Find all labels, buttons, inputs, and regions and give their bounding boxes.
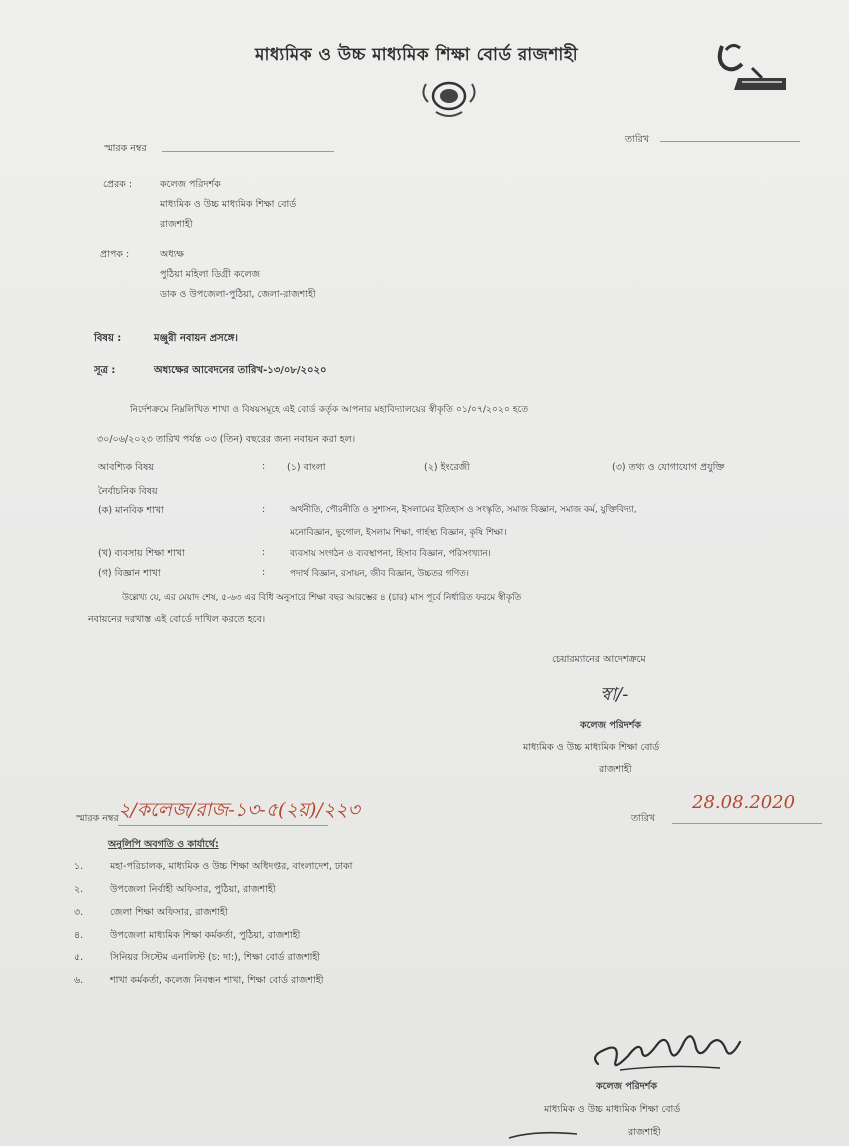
to-line-1: অধ্যক্ষ (160, 249, 185, 260)
para2-line1: উল্লেখ্য যে, এর মেয়াদ শেষ, ৫-৬৩ এর বিধি অনুসারে শিক্ষা বছর আরম্ভের ৪ (চার) মাস পূর্বে নির্ধারিত ফরমে স্বীকৃতি (122, 593, 522, 603)
from-label: প্রেরক : (103, 179, 133, 190)
mujib-logo-icon (712, 38, 790, 94)
memo2-label: স্মারক নম্বর (76, 813, 119, 824)
copy-text-4: উপজেলা মাধ্যমিক শিক্ষা কর্মকর্তা, পুঠিয়া, রাজশাহী (110, 930, 301, 941)
from-line-1: কলেজ পরিদর্শক (160, 179, 221, 190)
board-title: মাধ্যমিক ও উচ্চ মাধ্যমিক শিক্ষা বোর্ড রাজশাহী (255, 45, 579, 65)
memo2-date-label: তারিখ (631, 813, 656, 824)
humanities-line1: অর্থনীতি, পৌরনীতি ও সুশাসন, ইসলামের ইতিহাস ও সংস্কৃতি, সমাজ বিজ্ঞান, সমাজ কর্ম, যুক্তিবিদ্যা, (290, 505, 637, 515)
signature-org: মাধ্যমিক ও উচ্চ মাধ্যমিক শিক্ষা বোর্ড (544, 1104, 681, 1115)
order-title: কলেজ পরিদর্শক (580, 720, 641, 731)
subject-text: মঞ্জুরী নবায়ন প্রসঙ্গে। (154, 333, 239, 344)
copy-num-5: ৫. (74, 952, 84, 963)
board-seal-icon (416, 76, 482, 120)
by-order-text: চেয়ারম্যানের আদেশক্রমে (552, 654, 646, 665)
copy-num-4: ৪. (74, 930, 84, 941)
reference-label: সূত্র : (94, 365, 116, 376)
copy-num-1: ১. (74, 861, 84, 872)
from-line-2: মাধ্যমিক ও উচ্চ মাধ্যমিক শিক্ষা বোর্ড (160, 199, 297, 210)
from-line-3: রাজশাহী (160, 219, 193, 230)
order-org: মাধ্যমিক ও উচ্চ মাধ্যমিক শিক্ষা বোর্ড (523, 742, 660, 753)
copy-text-3: জেলা শিক্ষা অফিসার, রাজশাহী (110, 907, 228, 918)
humanities-label: (ক) মানবিক শাখা (98, 505, 164, 516)
subject-label: বিষয় : (94, 333, 122, 344)
compulsory-item-1: (১) বাংলা (287, 462, 326, 473)
colon-3: : (262, 547, 266, 558)
compulsory-item-3: (৩) তথ্য ও যোগাযোগ প্রযুক্তি (612, 462, 725, 473)
pen-stroke-mark (505, 1128, 585, 1142)
copy-num-6: ৬. (74, 975, 84, 986)
order-city: রাজশাহী (599, 764, 632, 775)
initials-signature: স্বা/- (600, 684, 629, 705)
science-label: (গ) বিজ্ঞান শাখা (98, 568, 161, 579)
memo-label: স্মারক নম্বর (104, 143, 147, 154)
colon-2: : (262, 504, 266, 515)
para1-line2: ৩০/০৬/২০২৩ তারিখ পর্যন্ত ০৩ (তিন) বছরের জন্য নবায়ন করা হল। (97, 434, 356, 445)
memo2-number: ২/কলেজ/রাজ-১৩-৫(২য়)/২২৩ (118, 799, 360, 821)
science-text: পদার্থ বিজ্ঞান, রসায়ন, জীব বিজ্ঞান, উচ্চতর গণিত। (290, 569, 469, 579)
reference-text: অধ্যক্ষের আবেদনের তারিখ-১৩/০৮/২০২০ (154, 365, 327, 376)
colon-1: : (262, 461, 266, 472)
business-text: ব্যবসায় সংগঠন ও ব্যবস্থাপনা, হিসাব বিজ্ঞান, পরিসংখ্যান। (290, 549, 491, 559)
memo-line (162, 150, 334, 152)
optional-label: নৈর্বাচনিক বিষয় (98, 486, 158, 497)
memo2-date-line (672, 822, 822, 824)
date-label: তারিখ (625, 134, 650, 145)
to-line-3: ডাক ও উপজেলা-পুঠিয়া, জেলা-রাজশাহী (160, 289, 316, 300)
compulsory-label: আবশ্যিক বিষয় (98, 462, 154, 473)
date-line (660, 140, 800, 142)
compulsory-item-2: (২) ইংরেজী (424, 462, 470, 473)
para1-line1: নির্দেশক্রমে নিম্নলিখিত শাখা ও বিষয়সমূহে এই বোর্ড কর্তৃক আপনার মহাবিদ্যালয়ের স্বীকৃতি ০১/০৭/২০২০ হতে (130, 404, 529, 415)
copy-num-3: ৩. (74, 907, 84, 918)
signature-city: রাজশাহী (628, 1127, 661, 1138)
signature-title: কলেজ পরিদর্শক (596, 1081, 657, 1092)
copy-text-2: উপজেলা নির্বাহী অফিসার, পুঠিয়া, রাজশাহী (110, 884, 276, 895)
memo2-date: 28.08.2020 (692, 792, 796, 813)
copy-text-5: সিনিয়র সিস্টেম এনালিস্ট (চ: দা:), শিক্ষা বোর্ড রাজশাহী (110, 952, 321, 963)
handwritten-signature (580, 1020, 750, 1075)
para2-line2: নবায়নের দরখাস্ত এই বোর্ডে দাখিল করতে হবে। (88, 614, 266, 625)
to-line-2: পুঠিয়া মহিলা ডিগ্রী কলেজ (160, 269, 261, 280)
copy-text-6: শাখা কর্মকর্তা, কলেজ নিবন্ধন শাখা, শিক্ষা বোর্ড রাজশাহী (110, 975, 324, 986)
colon-4: : (262, 567, 266, 578)
humanities-line2: মনোবিজ্ঞান, ভূগোল, ইসলাম শিক্ষা, গার্হস্থ্য বিজ্ঞান, কৃষি শিক্ষা। (290, 528, 507, 538)
to-label: প্রাপক : (100, 249, 130, 260)
copy-text-1: মহা-পরিচালক, মাধ্যমিক ও উচ্চ শিক্ষা অধিদপ্তর, বাংলাদেশ, ঢাকা (110, 861, 353, 872)
business-label: (খ) ব্যবসায় শিক্ষা শাখা (98, 548, 185, 559)
copy-num-2: ২. (74, 884, 84, 895)
copies-heading: অনুলিপি অবগতি ও কার্যার্থে: (108, 839, 219, 850)
